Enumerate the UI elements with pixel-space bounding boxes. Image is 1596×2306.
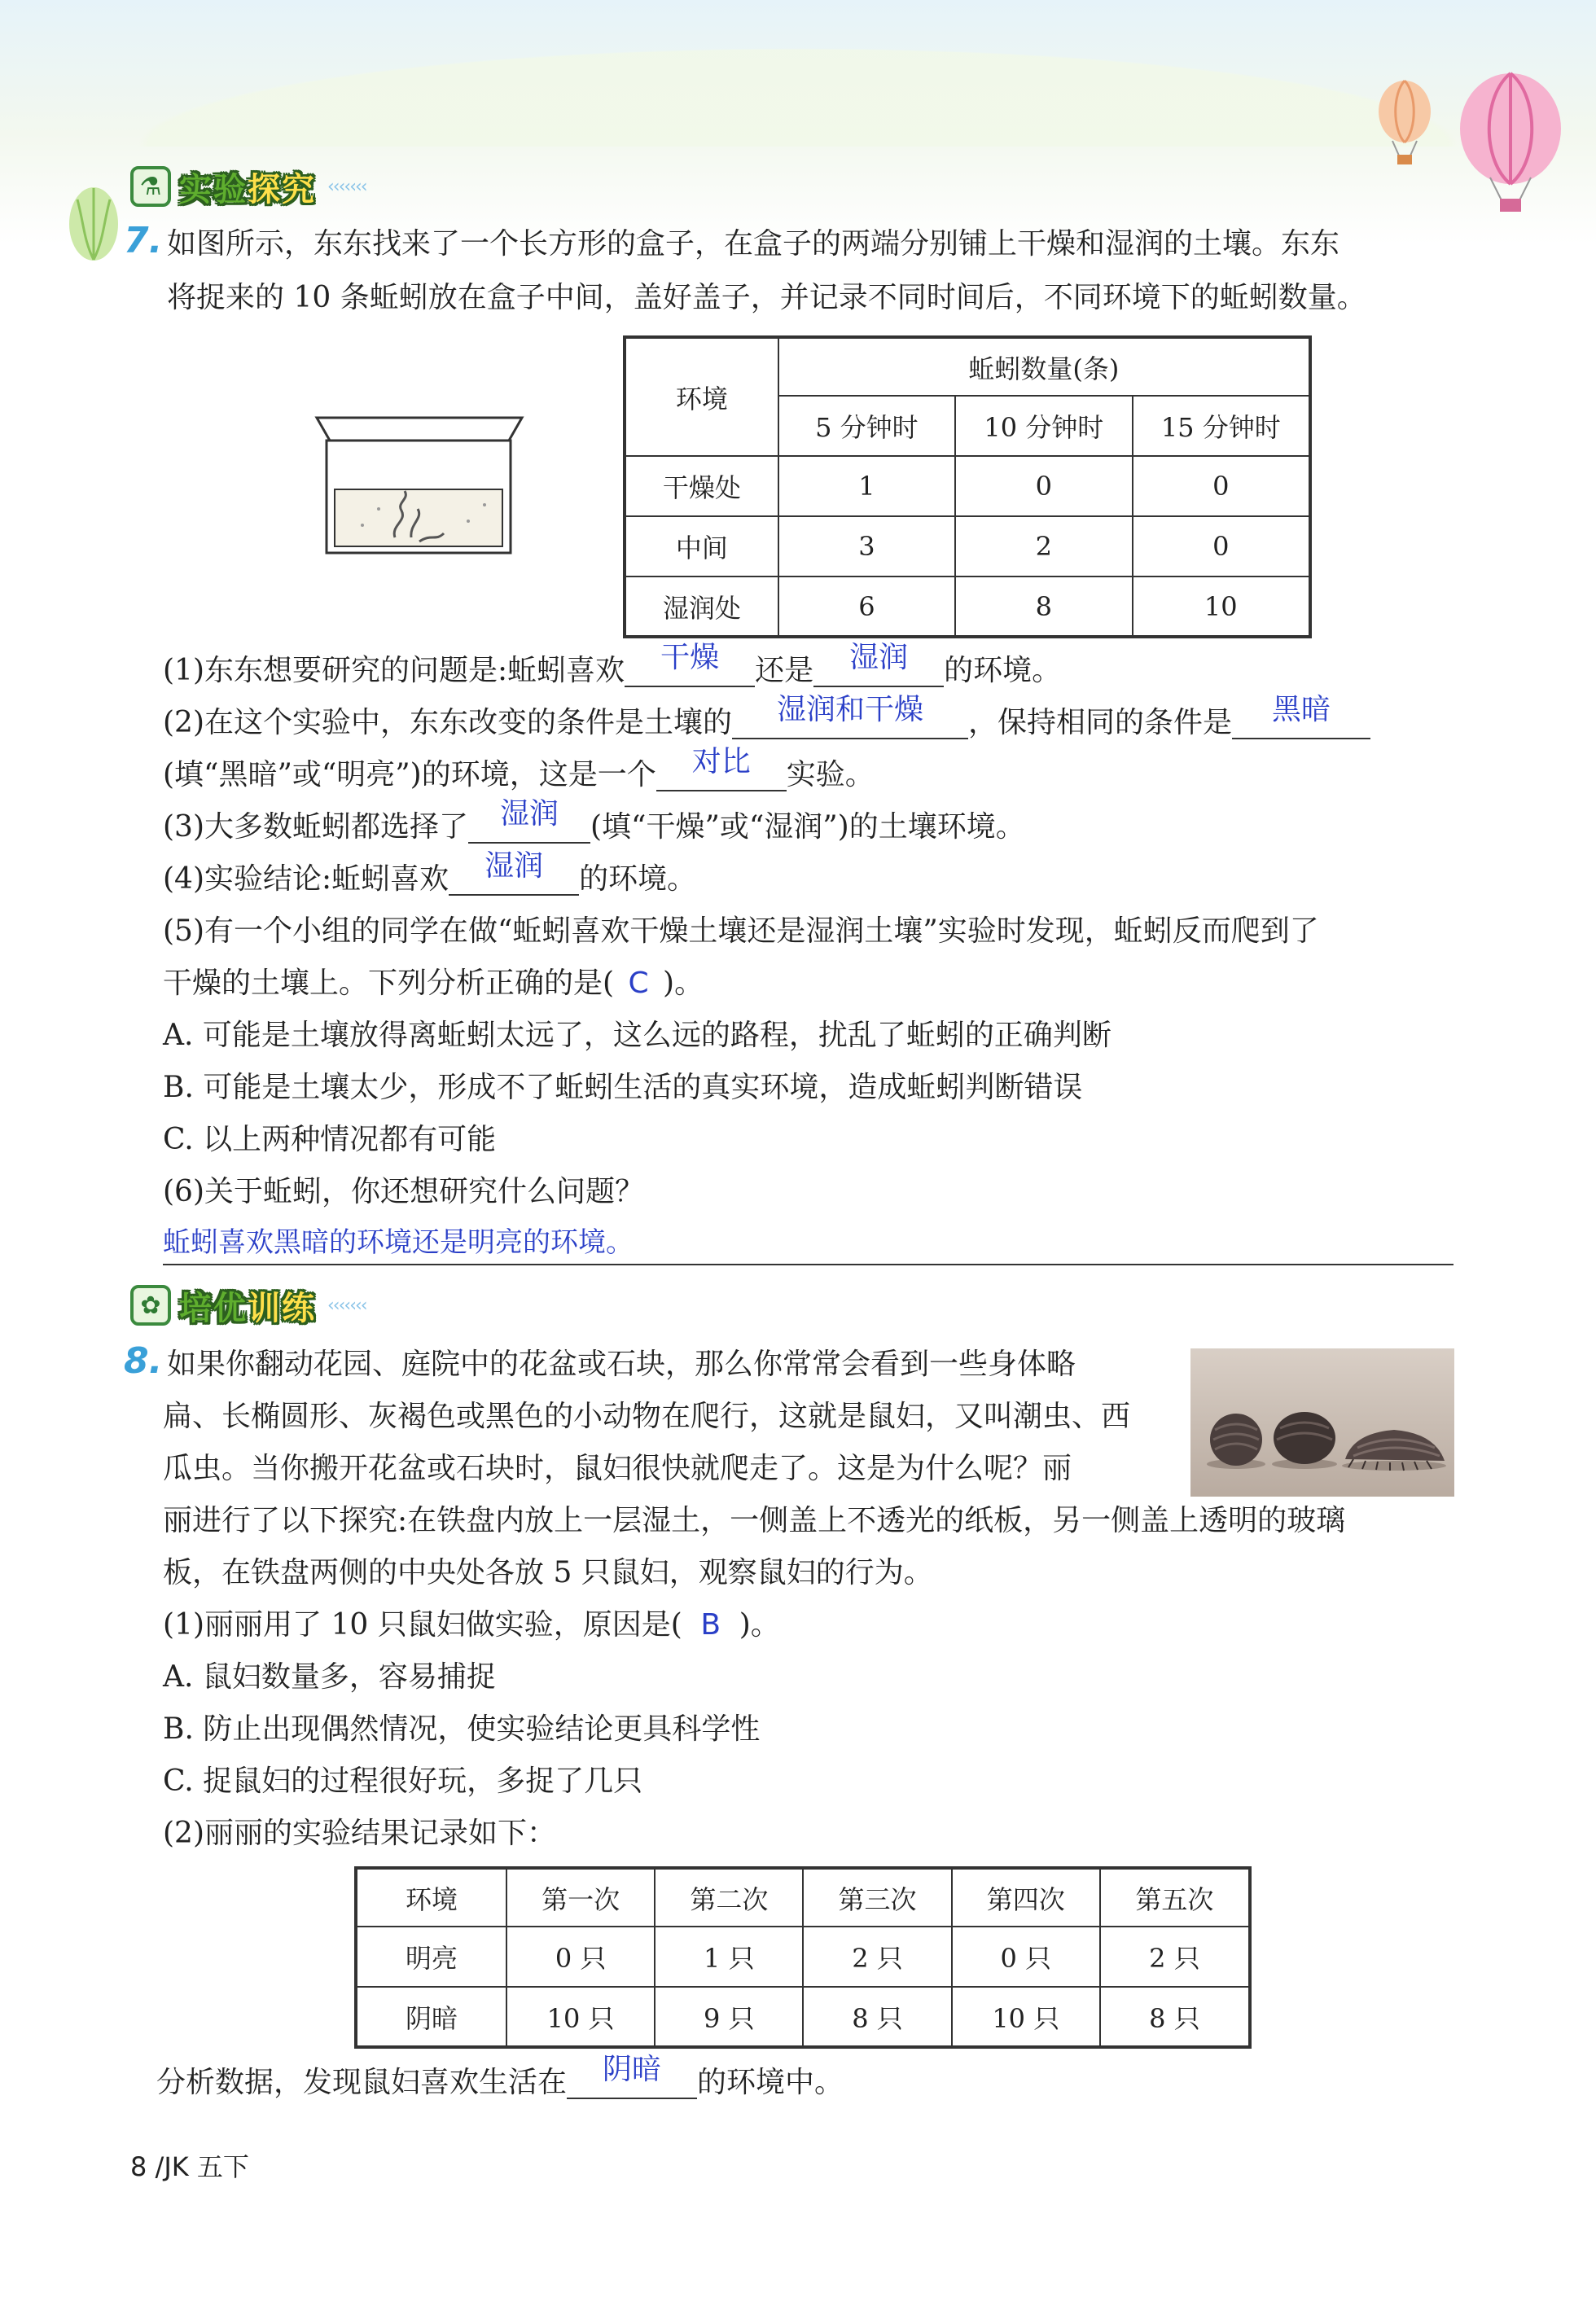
table-header-count: 蚯蚓数量(条)	[778, 337, 1310, 396]
q8-line4: 丽进行了以下探究:在铁盘内放上一层湿土，一侧盖上不透光的纸板，另一侧盖上透明的玻璃	[163, 1504, 1346, 1537]
q7-earthworm-table	[623, 335, 1312, 638]
table-header: 第四次	[952, 1868, 1100, 1927]
q7-part2b: (填“黑暗”或“明亮”)的环境，这是一个 对比 实验。	[163, 745, 875, 791]
q7-part1: (1)东东想要研究的问题是:蚯蚓喜欢 干燥 还是 湿润 的环境。	[163, 641, 1062, 687]
table-row	[625, 516, 1310, 576]
table-cell: 1	[778, 456, 955, 516]
series-label: /JK 五下	[155, 2151, 249, 2182]
table-cell: 10 只	[506, 1987, 655, 2047]
q7-part3: (3)大多数蚯蚓都选择了 湿润 (填“干燥”或“湿润”)的土壤环境。	[163, 797, 1025, 844]
answer-blank[interactable]: 对比	[656, 757, 787, 791]
table-cell-env: 湿润处	[625, 576, 778, 637]
q7-part5-line2: 干燥的土壤上。下列分析正确的是( C )。	[163, 958, 704, 1010]
answer-blank[interactable]: 湿润	[449, 861, 579, 896]
table-cell: 9 只	[655, 1987, 803, 2047]
answer-blank[interactable]: 湿润	[468, 809, 590, 844]
answer-blank[interactable]: 湿润和干燥	[732, 705, 968, 739]
q7-intro-line1: 如图所示，东东找来了一个长方形的盒子，在盒子的两端分别铺上干燥和湿润的土壤。东东	[167, 227, 1340, 261]
q8-part2: (2)丽丽的实验结果记录如下：	[163, 1817, 556, 1850]
q7-option-b: B. 可能是土壤太少，形成不了蚯蚓生活的真实环境，造成蚯蚓判断错误	[163, 1071, 1083, 1104]
table-cell: 8	[955, 576, 1132, 637]
table-header: 第五次	[1100, 1868, 1250, 1927]
answer-blank[interactable]: 湿润	[813, 653, 944, 687]
small-balloon-icon	[1368, 77, 1441, 167]
table-cell-env: 中间	[625, 516, 778, 576]
q7-option-c: C. 以上两种情况都有可能	[163, 1123, 497, 1156]
q8-part1: (1)丽丽用了 10 只鼠妇做实验，原因是( B )。	[163, 1599, 780, 1651]
table-cell: 10 只	[952, 1987, 1100, 2047]
worm-box-illustration	[314, 411, 525, 558]
table-row	[356, 1987, 1250, 2047]
q8-option-c: C. 捉鼠妇的过程很好玩，多捉了几只	[163, 1765, 643, 1798]
q7-part4: (4)实验结论:蚯蚓喜欢 湿润 的环境。	[163, 849, 697, 896]
flask-icon: ⚗	[130, 166, 171, 207]
question-number-7: 7.	[124, 220, 163, 261]
table-header: 第二次	[655, 1868, 803, 1927]
answer-blank[interactable]: 阴暗	[567, 2065, 697, 2099]
table-cell: 1 只	[655, 1927, 803, 1987]
table-cell: 3	[778, 516, 955, 576]
leaf-balloon-icon	[61, 183, 126, 281]
q7-part5-line1: (5)有一个小组的同学在做“蚯蚓喜欢干燥土壤还是湿润土壤”实验时发现，蚯蚓反而爬到了	[163, 914, 1319, 948]
choice-answer: C	[628, 967, 649, 1000]
q8-line3: 瓜虫。当你搬开花盆或石块时，鼠妇很快就爬走了。这是为什么呢？丽	[163, 1452, 1072, 1485]
q8-option-b: B. 防止出现偶然情况，使实验结论更具科学性	[163, 1712, 761, 1746]
table-cell-env: 干燥处	[625, 456, 778, 516]
table-cell: 0	[1133, 516, 1310, 576]
q7-part6: (6)关于蚯蚓，你还想研究什么问题？	[163, 1175, 644, 1208]
q7-intro-line2: 将捉来的 10 条蚯蚓放在盒子中间，盖好盖子，并记录不同时间后，不同环境下的蚯蚓数量。	[167, 281, 1366, 314]
q8-option-a: A. 鼠妇数量多，容易捕捉	[163, 1660, 496, 1694]
table-cell-env: 阴暗	[356, 1987, 506, 2047]
large-balloon-icon	[1449, 72, 1572, 218]
q8-conclusion: 分析数据，发现鼠妇喜欢生活在 阴暗 的环境中。	[156, 2053, 844, 2099]
answer-blank[interactable]: 黑暗	[1232, 705, 1370, 739]
page-number: 8	[130, 2151, 147, 2182]
q7-part2: (2)在这个实验中，东东改变的条件是土壤的 湿润和干燥 ，保持相同的条件是 黑暗	[163, 697, 1370, 749]
q7-option-a: A. 可能是土壤放得离蚯蚓太远了，这么远的路程，扰乱了蚯蚓的正确判断	[163, 1019, 1112, 1052]
table-row	[625, 456, 1310, 516]
table-cell: 2 只	[803, 1927, 951, 1987]
table-cell: 8 只	[803, 1987, 951, 2047]
q8-pill-bug-table	[354, 1866, 1252, 2049]
table-cell: 0	[955, 456, 1132, 516]
table-cell: 6	[778, 576, 955, 637]
section-header-experiment	[130, 160, 366, 213]
chevron-decoration-icon: ‹‹‹‹‹‹‹	[327, 176, 366, 197]
q8-line1: 如果你翻动花园、庭院中的花盆或石块，那么你常常会看到一些身体略	[167, 1348, 1076, 1381]
answer-blank[interactable]: 干燥	[625, 653, 755, 687]
table-cell: 2	[955, 516, 1132, 576]
table-cell: 8 只	[1100, 1987, 1250, 2047]
table-header-time: 5 分钟时	[778, 396, 955, 456]
table-row	[625, 576, 1310, 637]
pill-bug-photo	[1190, 1348, 1454, 1497]
banner-cloud-decoration	[33, 33, 1563, 147]
q8-line5: 板，在铁盘两侧的中央处各放 5 只鼠妇，观察鼠妇的行为。	[163, 1556, 933, 1589]
table-cell-env: 明亮	[356, 1927, 506, 1987]
section-header-training	[130, 1278, 366, 1332]
table-header: 环境	[356, 1868, 506, 1927]
table-cell: 0 只	[952, 1927, 1100, 1987]
section-title: 培优训练	[179, 1289, 316, 1327]
answer-line	[163, 1264, 1454, 1265]
table-cell: 10	[1133, 576, 1310, 637]
medal-icon: ✿	[130, 1285, 171, 1326]
table-header-time: 10 分钟时	[955, 396, 1132, 456]
table-header-time: 15 分钟时	[1133, 396, 1310, 456]
choice-answer: B	[700, 1608, 721, 1642]
section-title: 实验探究	[179, 170, 316, 208]
q7-part6-answer[interactable]: 蚯蚓喜欢黑暗的环境还是明亮的环境。	[163, 1226, 634, 1259]
page-footer	[130, 2146, 249, 2184]
table-cell: 0 只	[506, 1927, 655, 1987]
table-row	[356, 1927, 1250, 1987]
table-cell: 0	[1133, 456, 1310, 516]
question-number-8: 8.	[124, 1340, 163, 1382]
q8-line2: 扁、长椭圆形、灰褐色或黑色的小动物在爬行，这就是鼠妇，又叫潮虫、西	[163, 1400, 1131, 1433]
table-header-env: 环境	[625, 337, 778, 456]
chevron-decoration-icon: ‹‹‹‹‹‹‹	[327, 1295, 366, 1316]
table-header: 第三次	[803, 1868, 951, 1927]
table-cell: 2 只	[1100, 1927, 1250, 1987]
table-header: 第一次	[506, 1868, 655, 1927]
